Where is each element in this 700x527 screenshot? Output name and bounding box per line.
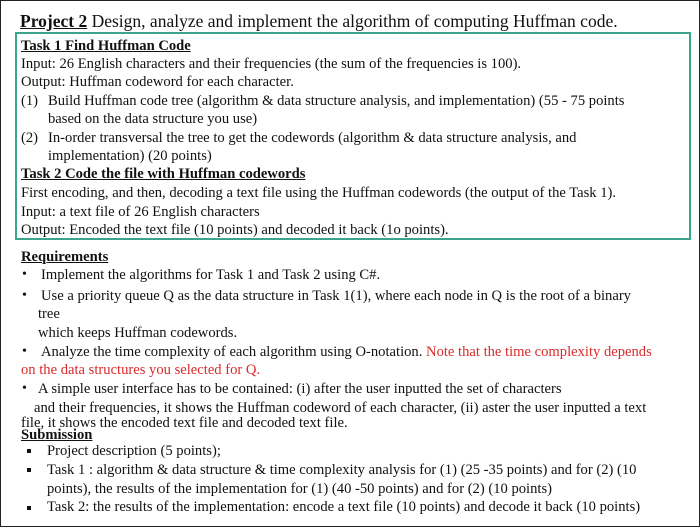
requirement-2-line3: which keeps Huffman codewords. bbox=[38, 325, 238, 341]
submission-3: Task 2: the results of the implementation: encode a text file (10 points) and decode it back (10 points) bbox=[47, 499, 641, 515]
task1-item2-line1: In-order transversal the tree to get the codewords (algorithm & data structure analysis, and bbox=[48, 130, 577, 146]
requirement-4-line1: A simple user interface has to be contained: (i) after the user inputted the set of characters bbox=[38, 381, 562, 397]
page-title bbox=[20, 10, 618, 32]
requirement-1: Implement the algorithms for Task 1 and Task 2 using C#. bbox=[41, 267, 381, 283]
task2-line3: Output: Encoded the text file (10 points) and decoded it back (1o points). bbox=[21, 222, 449, 238]
task1-output: Output: Huffman codeword for each character. bbox=[21, 74, 294, 90]
task1-input: Input: 26 English characters and their frequencies (the sum of the frequencies is 100). bbox=[21, 56, 522, 72]
task2-heading: Task 2 Code the file with Huffman codewords bbox=[21, 166, 306, 182]
task1-item1-number: (1) bbox=[21, 93, 39, 109]
project-label: Project 2 bbox=[20, 11, 88, 31]
submission-1: Project description (5 points); bbox=[47, 443, 221, 459]
task2-line2: Input: a text file of 26 English characters bbox=[21, 204, 260, 220]
task1-item1-line2: based on the data structure you use) bbox=[48, 111, 258, 127]
task1-item2-number: (2) bbox=[21, 130, 39, 146]
bullet-icon: • bbox=[22, 288, 27, 303]
requirement-4-line3: file, it shows the encoded text file and decoded text file. bbox=[21, 415, 348, 431]
task1-item1-line1: Build Huffman code tree (algorithm & data structure analysis, and implementation) (55 - 75 points bbox=[48, 93, 625, 109]
requirement-2-line1: Use a priority queue Q as the data structure in Task 1(1), where each node in Q is the root of a binary bbox=[41, 288, 631, 304]
requirement-4-line2: and their frequencies, it shows the Huffman codeword of each character, (ii) aster the user inputted a text bbox=[34, 400, 647, 416]
requirement-3-note: Note that the time complexity depends bbox=[426, 344, 652, 360]
requirement-3-text: Analyze the time complexity of each algorithm using O-notation. bbox=[41, 344, 423, 360]
submission-2-line1: Task 1 : algorithm & data structure & time complexity analysis for (1) (25 -35 points) and for (2) (10 bbox=[47, 462, 637, 478]
task1-item2-line2: implementation) (20 points) bbox=[48, 148, 212, 164]
task2-line1: First encoding, and then, decoding a text file using the Huffman codewords (the output of the Task 1). bbox=[21, 185, 617, 201]
square-bullet-icon bbox=[27, 449, 31, 453]
square-bullet-icon bbox=[27, 468, 31, 472]
bullet-icon: • bbox=[22, 381, 27, 396]
task1-heading: Task 1 Find Huffman Code bbox=[21, 38, 191, 54]
requirements-heading: Requirements bbox=[21, 249, 109, 265]
requirement-3-line1 bbox=[41, 343, 652, 361]
square-bullet-icon bbox=[27, 506, 31, 510]
submission-2-line2: points), the results of the implementation for (1) (40 -50 points) and for (2) (10 points) bbox=[47, 481, 553, 497]
bullet-icon: • bbox=[22, 344, 27, 359]
submission-heading: Submission bbox=[21, 427, 93, 443]
title-text: Design, analyze and implement the algorithm of computing Huffman code. bbox=[91, 11, 618, 31]
requirement-3-note-line2: on the data structures you selected for Q. bbox=[21, 362, 261, 378]
bullet-icon: • bbox=[22, 267, 27, 282]
requirement-2-line2: tree bbox=[38, 306, 60, 322]
